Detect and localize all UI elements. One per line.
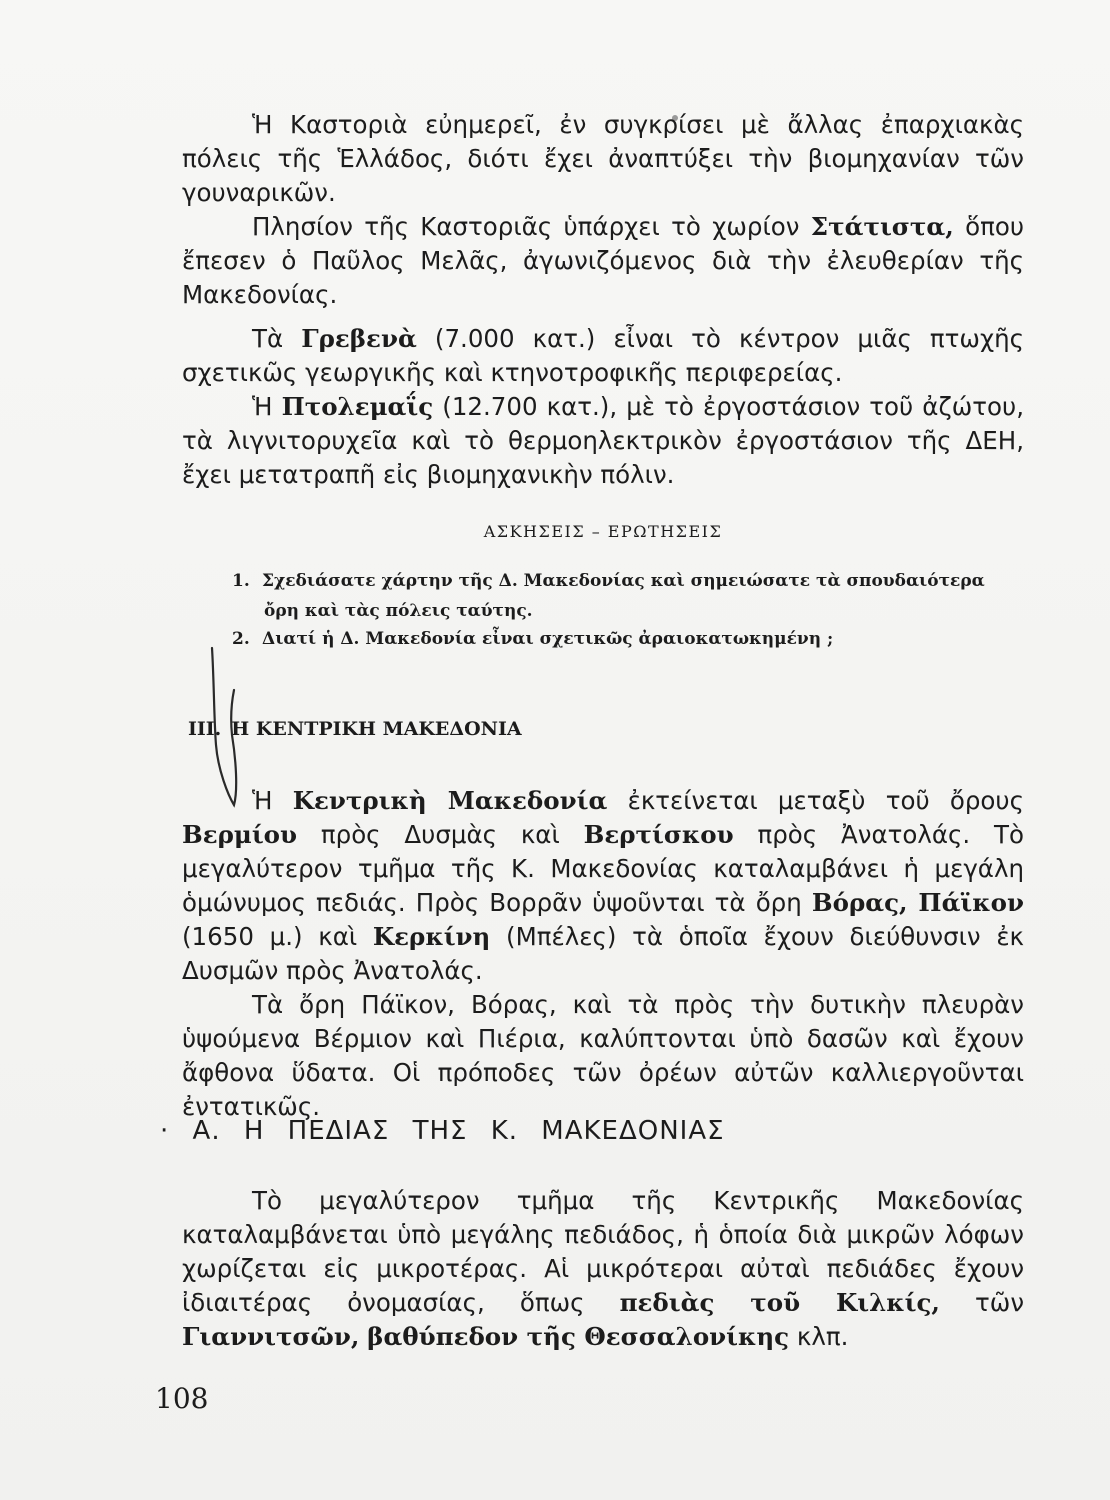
text-block-central xyxy=(182,784,1024,1124)
paragraph-statista: Πλησίον τῆς Καστοριᾶς ὑπάρχει τὸ χωρίον Στάτιστα, ὅπου ἔπεσεν ὁ Παῦλος Μελᾶς, ἀγωνιζόμενος διὰ τὴν ἐλευθερίαν τῆς Μακεδονίας. xyxy=(182,212,1024,309)
exercises-heading: ΑΣΚΗΣΕΙΣ – ΕΡΩΤΗΣΕΙΣ xyxy=(483,522,723,541)
section-heading: III. Η ΚΕΝΤΡΙΚΗ ΜΑΚΕΔΟΝΙΑ xyxy=(188,718,522,740)
paragraph-kastoria: Ἡ Καστοριὰ εὐημερεῖ, ἐν συγκρίσει μὲ ἄλλας ἐπαρχιακὰς πόλεις τῆς Ἑλλάδος, διότι ἔχει ἀναπτύξει τὴν βιομηχανίαν τῶν γουναρικῶν. xyxy=(182,110,1024,207)
exercise-item-2: 2. Διατί ἡ Δ. Μακεδονία εἶναι σχετικῶς ἀραιοκατωκημένη ; xyxy=(232,629,834,649)
text-block-top xyxy=(182,108,1024,492)
paragraph-central-macedonia: Ἡ Κεντρικὴ Μακεδονία ἐκτείνεται μεταξὺ τοῦ ὄρους Βερμίου πρὸς Δυσμὰς καὶ Βερτίσκου πρὸς Ἀνατολάς. Τὸ μεγαλύτερον τμῆμα τῆς Κ. Μακεδονίας καταλαμβάνει ἡ μεγάλη ὁμώνυμος πεδιάς. Πρὸς Βορρᾶν ὑψοῦνται τὰ ὄρη Βόρας, Πάϊκον (1650 μ.) καὶ Κερκίνη (Μπέλες) τὰ ὁποῖα ἔχουν διεύθυνσιν ἐκ Δυσμῶν πρὸς Ἀνατολάς. xyxy=(182,786,1024,985)
text-block-plain xyxy=(182,1184,1024,1354)
exercise-item-1: 1. Σχεδιάσατε χάρτην τῆς Δ. Μακεδονίας καὶ σημειώσατε τὰ σπουδαιότερα ὄρη καὶ τὰς πόλεις ταύτης. xyxy=(232,571,985,621)
paragraph-ptolemais: Ἡ Πτολεμαΐς (12.700 κατ.), μὲ τὸ ἐργοστάσιον τοῦ ἀζώτου, τὰ λιγνιτορυχεῖα καὶ τὸ θερμοηλεκτρικὸν ἐργοστάσιον τῆς ΔΕΗ, ἔχει μετατραπῆ εἰς βιομηχανικὴν πόλιν. xyxy=(182,392,1024,489)
paragraph-grevena: Τὰ Γρεβενὰ (7.000 κατ.) εἶναι τὸ κέντρον μιᾶς πτωχῆς σχετικῶς γεωργικῆς καὶ κτηνοτροφικῆς περιφερείας. xyxy=(182,324,1025,387)
paragraph-mountains: Τὰ ὄρη Πάϊκον, Βόρας, καὶ τὰ πρὸς τὴν δυτικὴν πλευρὰν ὑψούμενα Βέρμιον καὶ Πιέρια, καλύπτονται ὑπὸ δασῶν καὶ ἔχουν ἄφθονα ὕδατα. Οἱ πρόποδες τῶν ὀρέων αὐτῶν καλλιεργοῦνται ἐντατικῶς. xyxy=(182,990,1024,1121)
paragraph-plain: Τὸ μεγαλύτερον τμῆμα τῆς Κεντρικῆς Μακεδονίας καταλαμβάνεται ὑπὸ μεγάλης πεδιάδος, ἡ ὁποία διὰ μικρῶν λόφων χωρίζεται εἰς μικροτέρας. Αἱ μικρότεραι αὐταὶ πεδιάδες ἔχουν ἰδιαιτέρας ὀνομασίας, ὅπως πεδιὰς τοῦ Κιλκίς, τῶν Γιαννιτσῶν, βαθύπεδον τῆς Θεσσαλονίκης κλπ. xyxy=(182,1186,1025,1351)
page-number: 108 xyxy=(155,1382,209,1415)
subsection-heading: · Α. Η ΠΕΔΙΑΣ ΤΗΣ Κ. ΜΑΚΕΔΟΝΙΑΣ xyxy=(160,1116,725,1146)
